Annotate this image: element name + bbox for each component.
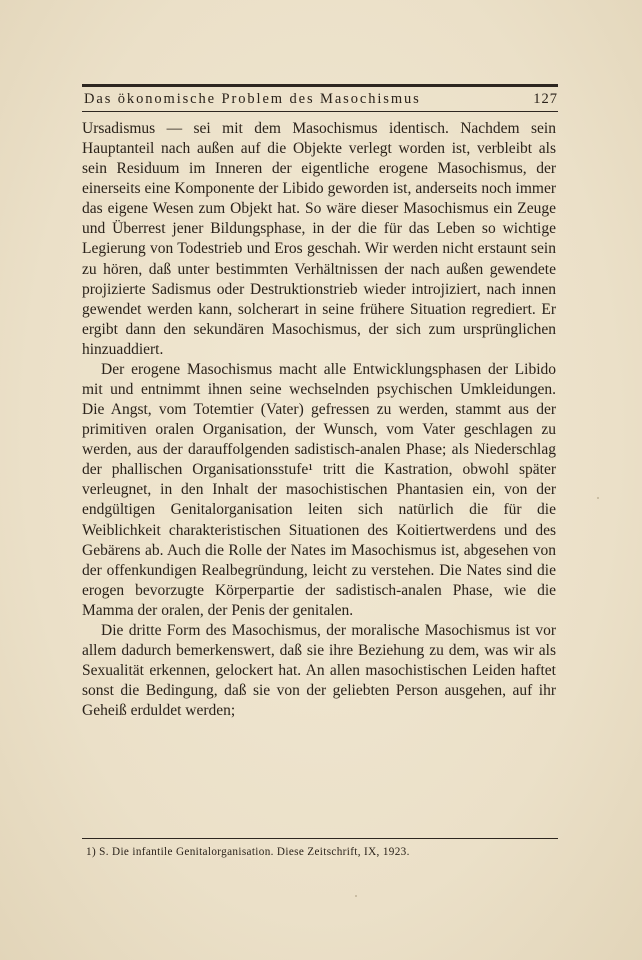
paragraph-1: Ursadismus — sei mit dem Masochismus identisch. Nachdem sein Hauptanteil nach außen auf die Objekte verlegt worden ist, verbleibt als sein Residuum im Inneren der eigentliche erogene Masochismus, der einerseits eine Komponente der Libido geworden ist, anderseits noch immer das eigene Wesen zum Objekt hat. So wäre dieser Masochismus ein Zeuge und Überrest jener Bildungsphase, in der die für das Leben so wichtige Legierung von Todestrieb und Eros geschah. Wir werden nicht erstaunt sein zu hören, daß unter bestimmten Verhältnissen der nach außen gewendete projizierte Sadismus oder Destruktionstrieb wieder introjiziert, nach innen gewendet werden kann, solcherart in seine frühere Situation regrediert. Er ergibt dann den sekundären Masochismus, der sich zum ursprünglichen hinzuaddiert. [82, 120, 556, 358]
page-number: 127 [533, 90, 558, 107]
paper-speck [355, 895, 357, 897]
running-header [84, 88, 558, 110]
header-bottom-rule [82, 111, 558, 112]
running-title: Das ökonomische Problem des Masochismus [84, 90, 421, 107]
header-top-rule [82, 84, 558, 87]
footnote-rule [82, 838, 558, 839]
paper-speck [597, 497, 599, 499]
body-text [82, 119, 556, 721]
paragraph-2: Der erogene Masochismus macht alle Entwicklungsphasen der Libido mit und entnimmt ihnen seine wechselnden psychischen Umkleidungen. Die Angst, vom Totemtier (Vater) gefressen zu werden, stammt aus der primitiven oralen Organisation, der Wunsch, vom Vater geschlagen zu werden, aus der darauffolgenden sadistisch-analen Phase; als Niederschlag der phallischen Organisationsstufe¹ tritt die Kastration, obwohl später verleugnet, in den Inhalt der masochistischen Phantasien ein, von der endgültigen Genitalorganisation leiten sich natürlich die für die Weiblichkeit charakteristischen Situationen des Koitiertwerdens und des Gebärens ab. Auch die Rolle der Nates im Masochismus ist, abgesehen von der offenkundigen Realbegründung, leicht zu verstehen. Die Nates sind die erogen bevorzugte Körperpartie der sadistisch-analen Phase, wie die Mamma der oralen, der Penis der genitalen. [82, 360, 556, 619]
footnote: 1) S. Die infantile Genitalorganisation. Diese Zeitschrift, IX, 1923. [86, 846, 410, 858]
paragraph-3: Die dritte Form des Masochismus, der moralische Masochismus ist vor allem dadurch bemerkenswert, daß sie ihre Beziehung zu dem, was wir als Sexualität erkennen, gelockert hat. An allen masochistischen Leiden haftet sonst die Bedingung, daß sie von der geliebten Person ausgehen, auf ihr Geheiß erduldet werden; [82, 621, 556, 720]
